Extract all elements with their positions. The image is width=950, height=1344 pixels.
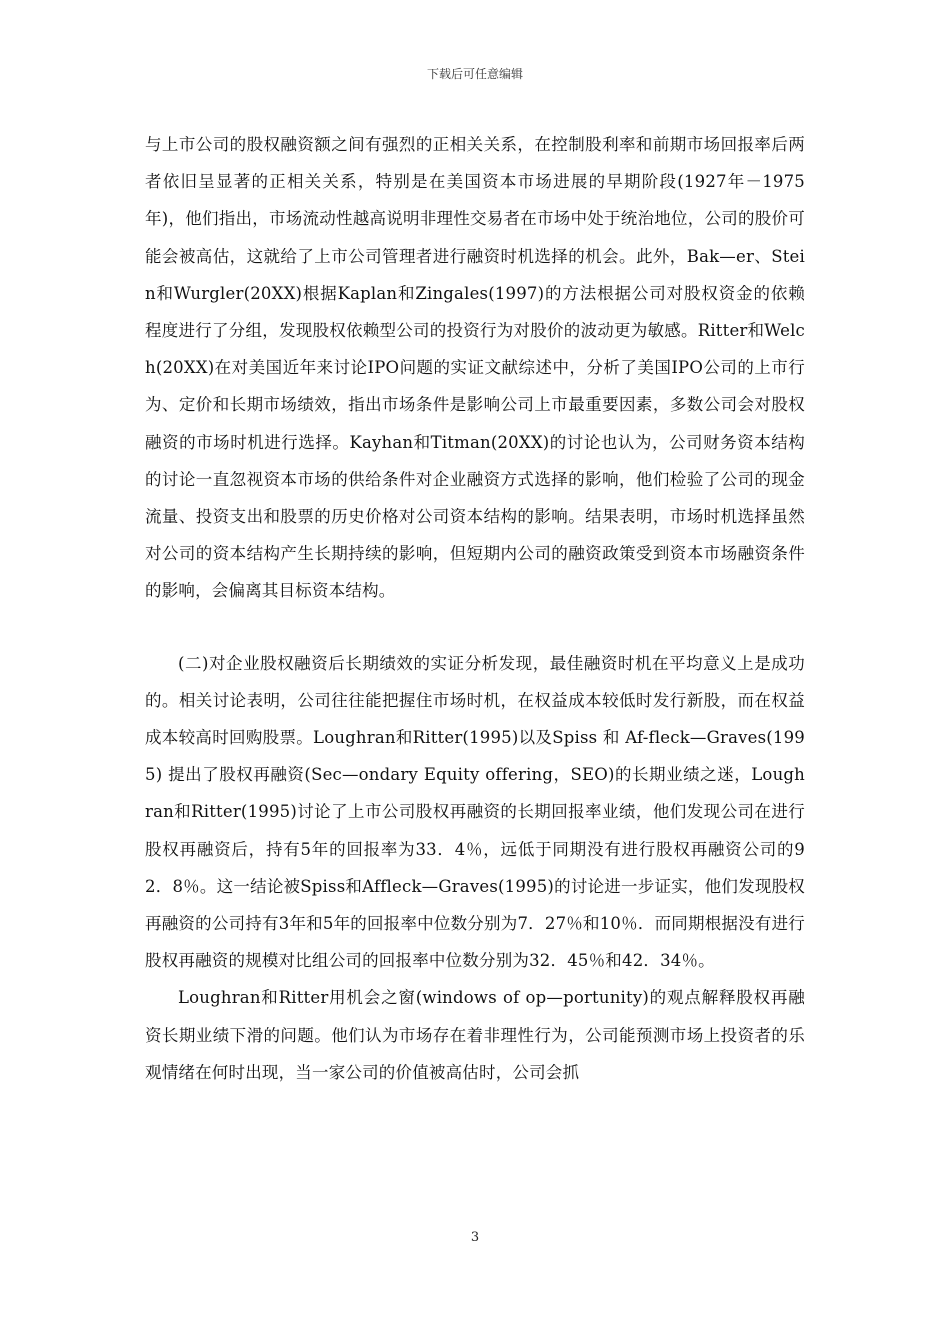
paragraph-3: Loughran和Ritter用机会之窗(windows of op—portunity)的观点解释股权再融资长期业绩下滑的问题。他们认为市场存在着非理性行为，公司能预测市场上投资者的乐观情绪在何时出现，当一家公司的价值被高估时，公司会抓: [145, 988, 805, 1082]
page-number: 3: [470, 1230, 480, 1245]
document-body: [145, 126, 805, 1091]
page-header: 下载后可任意编辑: [426, 67, 523, 81]
paragraph-1: 与上市公司的股权融资额之间有强烈的正相关关系，在控制股利率和前期市场回报率后两者依旧呈显著的正相关关系，特别是在美国资本市场进展的早期阶段(1927年－1975年)，他们指出，市场流动性越高说明非理性交易者在市场中处于统治地位，公司的股价可能会被高估，这就给了上市公司管理者进行融资时机选择的机会。此外，Bak—er、Stein和Wurgler(20XX)根据Kaplan和Zingales(1997)的方法根据公司对股权资金的依赖程度进行了分组，发现股权依赖型公司的投资行为对股价的波动更为敏感。Ritter和Welch(20XX)在对美国近年来讨论IPO问题的实证文献综述中，分析了美国IPO公司的上市行为、定价和长期市场绩效，指出市场条件是影响公司上市最重要因素，多数公司会对股权融资的市场时机进行选择。Kayhan和Titman(20XX)的讨论也认为，公司财务资本结构的讨论一直忽视资本市场的供给条件对企业融资方式选择的影响，他们检验了公司的现金流量、投资支出和股票的历史价格对公司资本结构的影响。结果表明，市场时机选择虽然对公司的资本结构产生长期持续的影响，但短期内公司的融资政策受到资本市场融资条件的影响，会偏离其目标资本结构。: [145, 135, 805, 601]
paragraph-2: (二)对企业股权融资后长期绩效的实证分析发现，最佳融资时机在平均意义上是成功的。相关讨论表明，公司往往能把握住市场时机，在权益成本较低时发行新股，而在权益成本较高时回购股票。Loughran和Ritter(1995)以及Spiss 和 Af-fleck—Graves(1995) 提出了股权再融资(Sec—ondary Equity offering，SEO)的长期业绩之迷，Loughran和Ritter(1995)讨论了上市公司股权再融资的长期回报率业绩，他们发现公司在进行股权再融资后，持有5年的回报率为33．4％，远低于同期没有进行股权再融资公司的92．8％。这一结论被Spiss和Affleck—Graves(1995)的讨论进一步证实，他们发现股权再融资的公司持有3年和5年的回报率中位数分别为7．27％和10％．而同期根据没有进行股权再融资的规模对比组公司的回报率中位数分别为32．45％和42．34％。: [145, 653, 805, 971]
